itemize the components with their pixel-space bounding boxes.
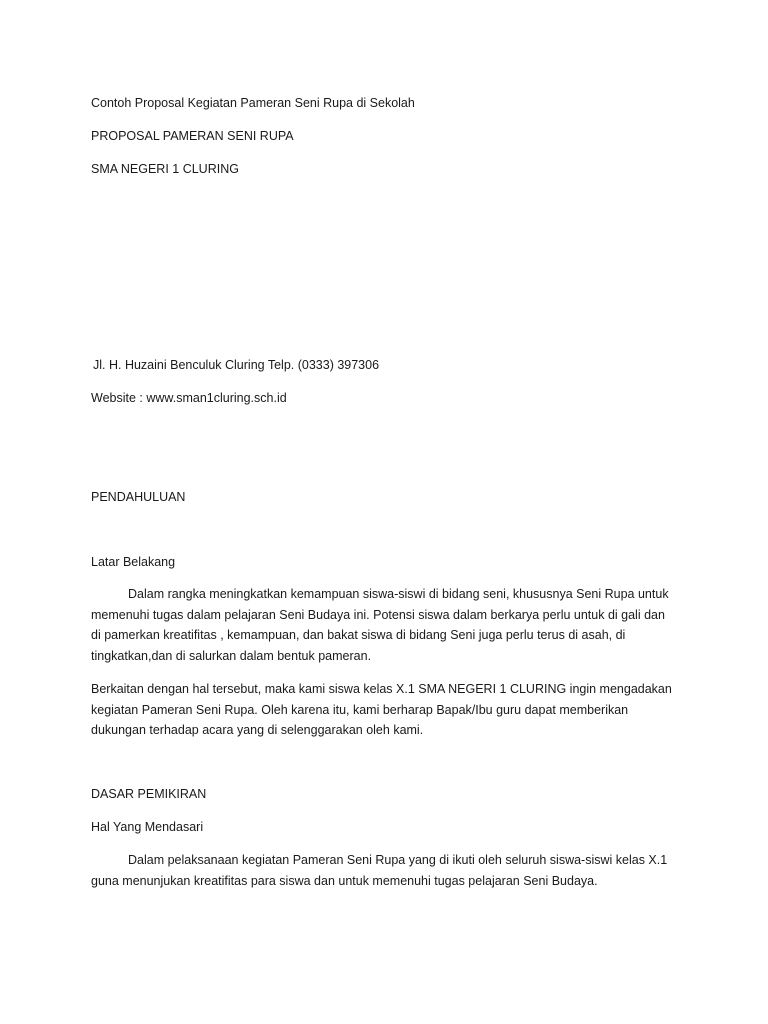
paragraph-line: guna menunjukan kreatifitas para siswa dan untuk memenuhi tugas pelajaran Seni Budaya. bbox=[91, 873, 598, 888]
paragraph-hal-yang-mendasari bbox=[91, 850, 671, 891]
subsection-title-latar-belakang: Latar Belakang bbox=[91, 555, 176, 569]
document-title: Contoh Proposal Kegiatan Pameran Seni Rupa di Sekolah bbox=[91, 96, 415, 110]
paragraph-line: kegiatan Pameran Seni Rupa. Oleh karena itu, kami berharap Bapak/Ibu guru dapat memberikan bbox=[91, 702, 629, 717]
school-name: SMA NEGERI 1 CLURING bbox=[91, 162, 239, 176]
school-address: Jl. H. Huzaini Benculuk Cluring Telp. (0333) 397306 bbox=[93, 358, 380, 372]
paragraph-line: di pamerkan kreatifitas , kemampuan, dan bakat siswa di bidang Seni juga perlu terus di asah, di bbox=[91, 628, 626, 642]
section-title-dasar-pemikiran: DASAR PEMIKIRAN bbox=[91, 787, 207, 801]
paragraph-line: dukungan terhadap acara yang di selenggarakan oleh kami. bbox=[91, 723, 424, 737]
paragraph-line: Berkaitan dengan hal tersebut, maka kami siswa kelas X.1 SMA NEGERI 1 CLURING ingin mengadakan bbox=[91, 682, 672, 696]
paragraph-line: tingkatkan,dan di salurkan dalam bentuk pameran. bbox=[91, 648, 372, 663]
paragraph-latar-belakang-2 bbox=[91, 679, 671, 741]
paragraph-line: memenuhi tugas dalam pelajaran Seni Budaya ini. Potensi siswa dalam berkarya perlu untuk di gali dan bbox=[91, 607, 665, 622]
paragraph-line: Dalam pelaksanaan kegiatan Pameran Seni Rupa yang di ikuti oleh seluruh siswa-siswi kelas X.1 bbox=[128, 853, 668, 867]
subsection-title-hal-yang-mendasari: Hal Yang Mendasari bbox=[91, 820, 204, 834]
school-website: Website : www.sman1cluring.sch.id bbox=[91, 391, 287, 405]
paragraph-line: Dalam rangka meningkatkan kemampuan siswa-siswi di bidang seni, khususnya Seni Rupa untuk bbox=[128, 587, 669, 601]
proposal-heading: PROPOSAL PAMERAN SENI RUPA bbox=[91, 129, 294, 143]
paragraph-latar-belakang-1 bbox=[91, 584, 671, 666]
section-title-pendahuluan: PENDAHULUAN bbox=[91, 490, 186, 504]
